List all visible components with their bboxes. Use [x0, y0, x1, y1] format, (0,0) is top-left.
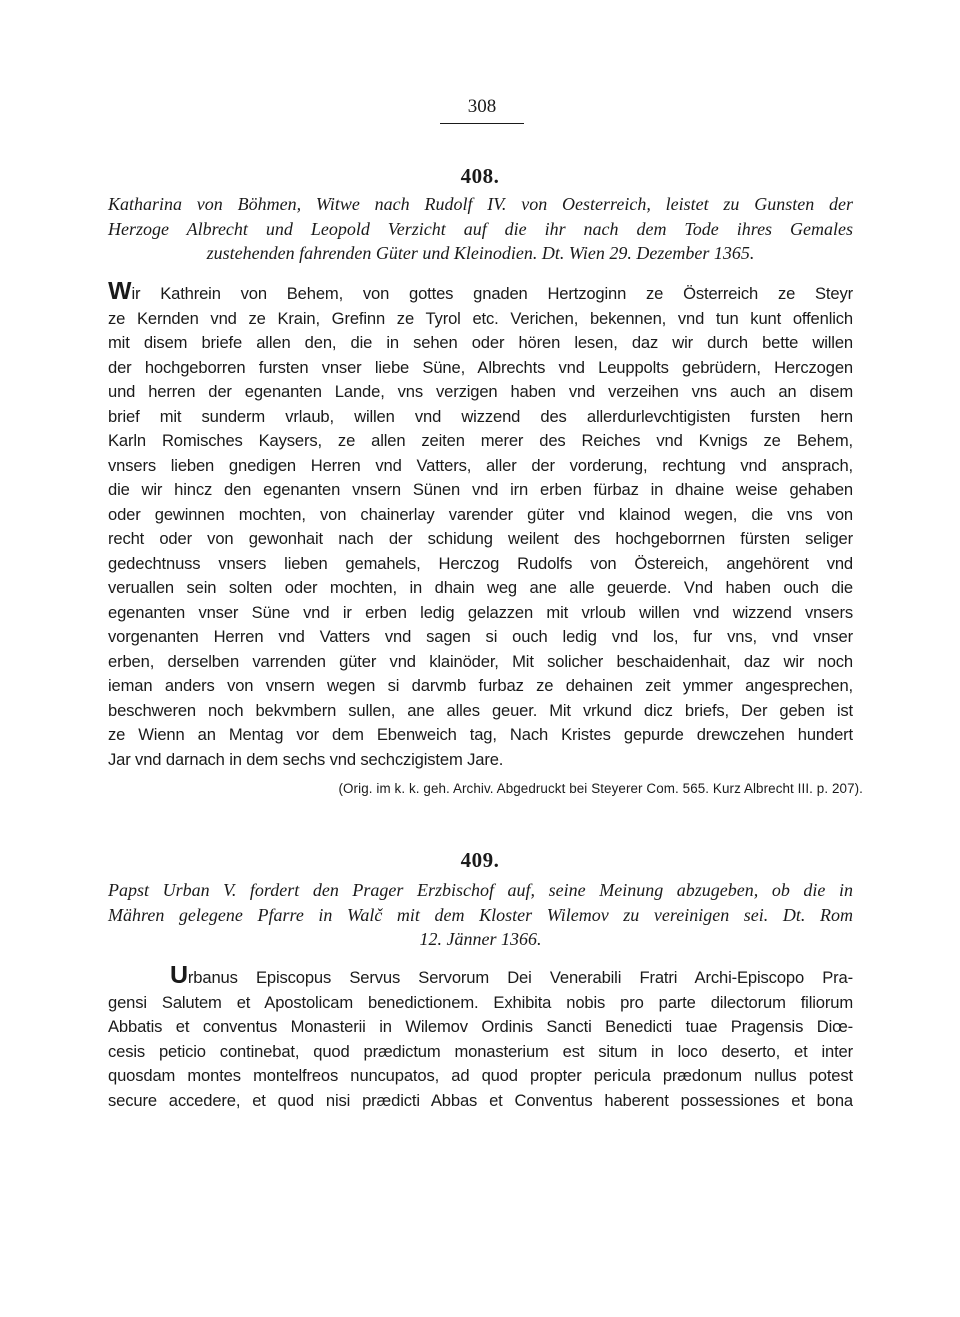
- body-line: vnsers lieben gnedigen Herren vnd Vatters, aller der vorderung, rechtung vnd ansprach,: [108, 455, 853, 475]
- body-line: [108, 282, 853, 307]
- source-citation: (Orig. im k. k. geh. Archiv. Abgedruckt bei Steyerer Com. 565. Kurz Albrecht III. p. 207).: [338, 781, 863, 796]
- body-line-text: rbanus Episcopus Servus Servorum Dei Venerabili Fratri Archi-Episcopo Pra-: [187, 968, 853, 987]
- heading-line: Herzoge Albrecht und Leopold Verzicht auf die ihr nach dem Tode ihres Gemales: [108, 218, 853, 239]
- body-line: gensi Salutem et Apostolicam benedictionem. Exhibita nobis pro parte dilectorum filiorum: [108, 992, 853, 1012]
- body-line: oder gewinnen mochten, von chainerlay varender güter vnd klainod wegen, die vns von: [108, 504, 853, 524]
- body-line: egenanten vnser Süne vnd ir erben ledig gelazzen mit vrloub willen vnd wizzend vnsers: [108, 602, 853, 622]
- page-number-rule: [440, 123, 524, 124]
- document-number-408: 408.: [460, 164, 500, 188]
- body-line: erben, derselben varrenden güter vnd klainöder, Mit solicher beschaidenhait, daz wir noch: [108, 651, 853, 671]
- initial-letter: U: [170, 966, 188, 989]
- body-line-text: ir Kathrein von Behem, von gottes gnaden Hertzoginn ze Österreich ze Steyr: [131, 284, 853, 303]
- body-line: die wir hincz den egenanten vnsern Sünen vnd irn erben fürbaz in dhaine weise gehaben: [108, 480, 853, 499]
- page-number: 308: [467, 96, 497, 117]
- body-line: ieman anders von vnsern wegen si darvmb furbaz ze dehainen zeit ymmer angesprechen,: [108, 676, 853, 695]
- body-line: und herren der egenanten Lande, vns verzigen haben vnd verzeihen vns auch an disem: [108, 382, 853, 401]
- body-line: gedechtnuss vnsers lieben gemahels, Herczog Rudolfs von Östereich, angehörent vnd: [108, 553, 853, 573]
- body-line: ze Wienn an Mentag vor dem Ebenweich tag, Nach Kristes gepurde drewczehen hundert: [108, 725, 853, 744]
- body-line: Abbatis et conventus Monasterii in Wilemov Ordinis Sancti Benedicti tuae Pragensis Diœ-: [108, 1017, 853, 1036]
- body-line: Jar vnd darnach in dem sechs vnd sechczigistem Jare.: [108, 749, 504, 769]
- body-line: mit disem briefe allen den, die in sehen oder hören lesen, daz wir durch bette willen: [108, 333, 853, 352]
- heading-line: Papst Urban V. fordert den Prager Erzbischof auf, seine Meinung abzugeben, ob die in: [108, 880, 853, 900]
- body-line: brief mit sunderm vrlaub, willen vnd wizzend des allerdurlevchtigisten fursten hern: [108, 406, 853, 426]
- heading-line: 12. Jänner 1366.: [419, 929, 542, 949]
- document-heading-409: [108, 878, 853, 952]
- body-line: ze Kernden vnd ze Krain, Grefinn ze Tyrol etc. Verichen, bekennen, vnd tun kunt offenlich: [108, 308, 853, 328]
- heading-line: zustehenden fahrenden Güter und Kleinodien. Dt. Wien 29. Dezember 1365.: [206, 243, 755, 263]
- document-body-409: [108, 966, 853, 1113]
- document-heading-408: [108, 192, 853, 266]
- body-line: Karln Romisches Kaysers, ze allen zeiten merer des Reiches vnd Kvnigs ze Behem,: [108, 431, 853, 450]
- heading-line: Mähren gelegene Pfarre in Walč mit dem Kloster Wilemov zu vereinigen sei. Dt. Rom: [108, 904, 853, 925]
- body-line: veruallen sein solten oder mochten, in dhain weg ane alle geuerde. Vnd haben ouch die: [108, 578, 853, 597]
- document-number-409: 409.: [460, 848, 500, 872]
- body-line: [108, 966, 853, 991]
- document-body-408: [108, 282, 853, 772]
- body-line: quosdam montes montelfreos nuncupatos, ad quod propter pericula prædonum nullus potest: [108, 1066, 853, 1085]
- heading-line: Katharina von Böhmen, Witwe nach Rudolf IV. von Oesterreich, leistet zu Gunsten der: [108, 194, 853, 214]
- initial-letter: W: [108, 282, 132, 305]
- body-line: secure accedere, et quod nisi prædicti Abbas et Conventus haberent possessiones et bona: [108, 1090, 853, 1110]
- body-line: cesis peticio continebat, quod prædictum monasterium est situm in loco deserto, et inter: [108, 1041, 853, 1061]
- body-line: beschweren noch bekvmbern sullen, ane alles geuer. Mit vrkund dicz briefs, Der geben ist: [108, 700, 853, 720]
- body-line: vorgenanten Herren vnd Vatters vnd sagen si ouch ledig vnd los, fur vns, vnd vnser: [108, 627, 853, 646]
- body-line: der hochgeborren fursten vnser liebe Süne, Albrechts vnd Leuppolts gebrüdern, Herczogen: [108, 357, 853, 377]
- body-line: recht oder von gewonhait nach der schidung weilent des hochgeborrnen fürsten seliger: [108, 529, 853, 548]
